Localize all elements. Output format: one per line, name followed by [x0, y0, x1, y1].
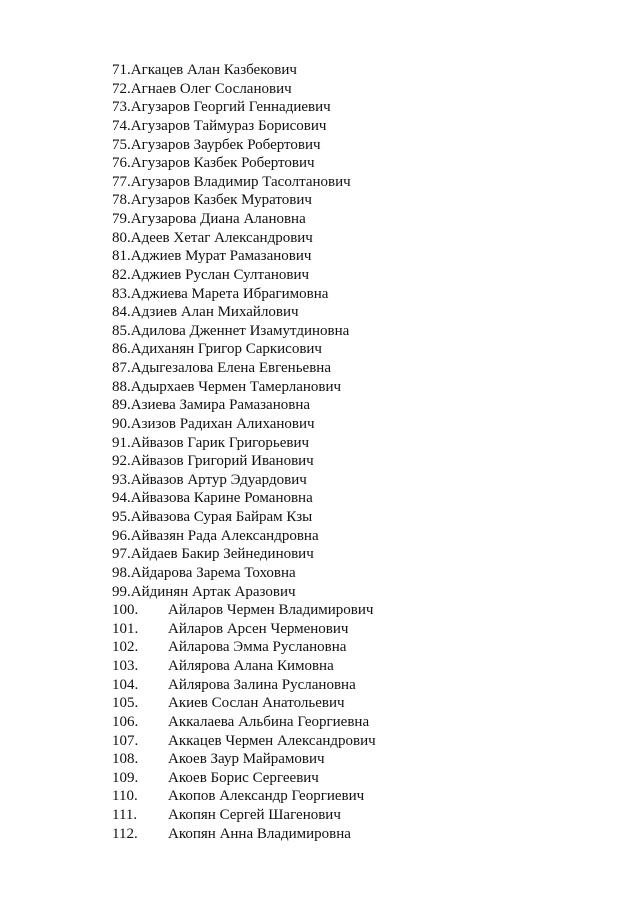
list-item	[112, 825, 376, 844]
item-number: 80.	[112, 229, 131, 246]
item-number: 92.	[112, 453, 131, 470]
item-number: 72.	[112, 80, 131, 97]
list-item	[112, 210, 376, 229]
list-item	[112, 564, 376, 583]
item-number: 102.	[112, 639, 139, 656]
person-name: Агнаев Олег Сосланович	[130, 80, 292, 97]
list-item	[112, 303, 376, 322]
item-number: 78.	[112, 192, 131, 209]
list-item	[112, 136, 376, 155]
list-item	[112, 173, 376, 192]
list-item	[112, 266, 376, 285]
item-number: 84.	[112, 304, 131, 321]
list-item	[112, 229, 376, 248]
item-number: 100.	[112, 602, 139, 619]
person-name: Айвазов Гарик Григорьевич	[130, 434, 310, 451]
person-name: Акопов Александр Георгиевич	[168, 788, 365, 805]
list-item	[112, 527, 376, 546]
item-number: 112.	[112, 825, 138, 842]
list-item	[112, 508, 376, 527]
item-number: 75.	[112, 136, 131, 153]
person-name: Азизов Радихан Алиханович	[130, 415, 315, 432]
list-item	[112, 583, 376, 602]
list-item	[112, 806, 376, 825]
item-number: 94.	[112, 490, 131, 507]
item-number: 71.	[112, 62, 131, 78]
item-number: 83.	[112, 285, 131, 302]
person-name: Акоев Заур Майрамович	[168, 751, 325, 768]
item-number: 97.	[112, 546, 131, 563]
item-number: 87.	[112, 360, 131, 376]
person-name: Айвазов Григорий Иванович	[130, 453, 314, 470]
list-item	[112, 285, 376, 304]
person-name: Акопян Сергей Шагенович	[168, 807, 341, 823]
list-item	[112, 489, 376, 508]
list-item	[112, 620, 376, 639]
person-name: Агузаров Георгий Геннадиевич	[130, 99, 331, 116]
person-name: Акоев Борис Сергеевич	[168, 769, 319, 786]
item-number: 93.	[112, 471, 131, 488]
item-number: 85.	[112, 322, 131, 339]
person-name: Аджиева Марета Ибрагимовна	[130, 285, 329, 302]
item-number: 104.	[112, 676, 139, 693]
item-number: 74.	[112, 117, 131, 134]
list-item	[112, 601, 376, 620]
item-number: 107.	[112, 732, 139, 749]
list-item	[112, 191, 376, 210]
person-name: Аджиев Мурат Рамазанович	[130, 248, 312, 265]
item-number: 77.	[112, 173, 131, 190]
item-number: 103.	[112, 658, 139, 674]
item-number: 108.	[112, 751, 139, 768]
list-item	[112, 787, 376, 806]
list-item	[112, 359, 376, 378]
person-name: Айларов Чермен Владимирович	[168, 602, 374, 619]
list-item	[112, 80, 376, 99]
item-number: 79.	[112, 211, 131, 227]
person-name: Агузаров Владимир Тасолтанович	[130, 173, 351, 190]
person-name: Айдарова Зарема Тоховна	[130, 564, 296, 581]
item-number: 82.	[112, 266, 131, 283]
item-number: 86.	[112, 341, 131, 358]
person-name: Адилова Дженнет Изамутдиновна	[130, 322, 350, 339]
item-number: 96.	[112, 527, 131, 544]
item-number: 90.	[112, 415, 131, 432]
person-name: Адеев Хетаг Александрович	[130, 229, 313, 246]
person-name: Айвазова Карине Романовна	[130, 490, 313, 507]
person-name: Айвазов Артур Эдуардович	[130, 471, 307, 488]
person-name: Агузаров Таймураз Борисович	[130, 117, 327, 134]
person-name: Айларова Эмма Руслановна	[168, 639, 347, 656]
list-item	[112, 98, 376, 117]
person-name: Адиханян Григор Саркисович	[130, 341, 322, 358]
item-number: 88.	[112, 378, 131, 395]
item-number: 110.	[112, 788, 138, 805]
list-item	[112, 676, 376, 695]
item-number: 76.	[112, 155, 131, 172]
name-list	[112, 61, 376, 843]
person-name: Аккацев Чермен Александрович	[168, 732, 376, 749]
person-name: Акопян Анна Владимировна	[168, 825, 351, 842]
item-number: 99.	[112, 583, 131, 600]
list-item	[112, 638, 376, 657]
list-item	[112, 769, 376, 788]
item-number: 106.	[112, 713, 139, 730]
person-name: Агкацев Алан Казбекович	[130, 62, 297, 78]
list-item	[112, 750, 376, 769]
person-name: Адыгезалова Елена Евгеньевна	[130, 360, 331, 376]
person-name: Агузаров Заурбек Робертович	[130, 136, 321, 153]
list-item	[112, 657, 376, 676]
person-name: Айлярова Алана Кимовна	[168, 658, 334, 674]
person-name: Агузарова Диана Алановна	[130, 211, 306, 227]
person-name: Адырхаев Чермен Тамерланович	[130, 378, 342, 395]
item-number: 98.	[112, 564, 131, 581]
person-name: Айдинян Артак Аразович	[130, 583, 296, 600]
item-number: 91.	[112, 434, 131, 451]
list-item	[112, 694, 376, 713]
list-item	[112, 378, 376, 397]
person-name: Аккалаева Альбина Георгиевна	[168, 713, 370, 730]
list-item	[112, 415, 376, 434]
person-name: Айларов Арсен Черменович	[168, 620, 349, 637]
list-item	[112, 545, 376, 564]
list-item	[112, 713, 376, 732]
item-number: 73.	[112, 99, 131, 116]
list-item	[112, 247, 376, 266]
list-item	[112, 340, 376, 359]
person-name: Айлярова Залина Руслановна	[168, 676, 356, 693]
item-number: 81.	[112, 248, 131, 265]
list-item	[112, 154, 376, 173]
person-name: Акиев Сослан Анатольевич	[168, 695, 345, 712]
list-item	[112, 117, 376, 136]
list-item	[112, 396, 376, 415]
item-number: 95.	[112, 509, 131, 525]
item-number: 105.	[112, 695, 139, 712]
person-name: Аджиев Руслан Султанович	[130, 266, 310, 283]
item-number: 111.	[112, 807, 138, 823]
person-name: Агузаров Казбек Робертович	[130, 155, 315, 172]
person-name: Айвазян Рада Александровна	[130, 527, 319, 544]
list-item	[112, 434, 376, 453]
person-name: Азиева Замира Рамазановна	[130, 397, 311, 414]
list-item	[112, 452, 376, 471]
person-name: Айдаев Бакир Зейнединович	[130, 546, 314, 563]
person-name: Агузаров Казбек Муратович	[130, 192, 312, 209]
item-number: 89.	[112, 397, 131, 414]
list-item	[112, 471, 376, 490]
person-name: Айвазова Сурая Байрам Кзы	[130, 509, 313, 525]
item-number: 109.	[112, 769, 139, 786]
person-name: Адзиев Алан Михайлович	[130, 304, 299, 321]
item-number: 101.	[112, 620, 139, 637]
list-item	[112, 732, 376, 751]
list-item	[112, 61, 376, 80]
list-item	[112, 322, 376, 341]
